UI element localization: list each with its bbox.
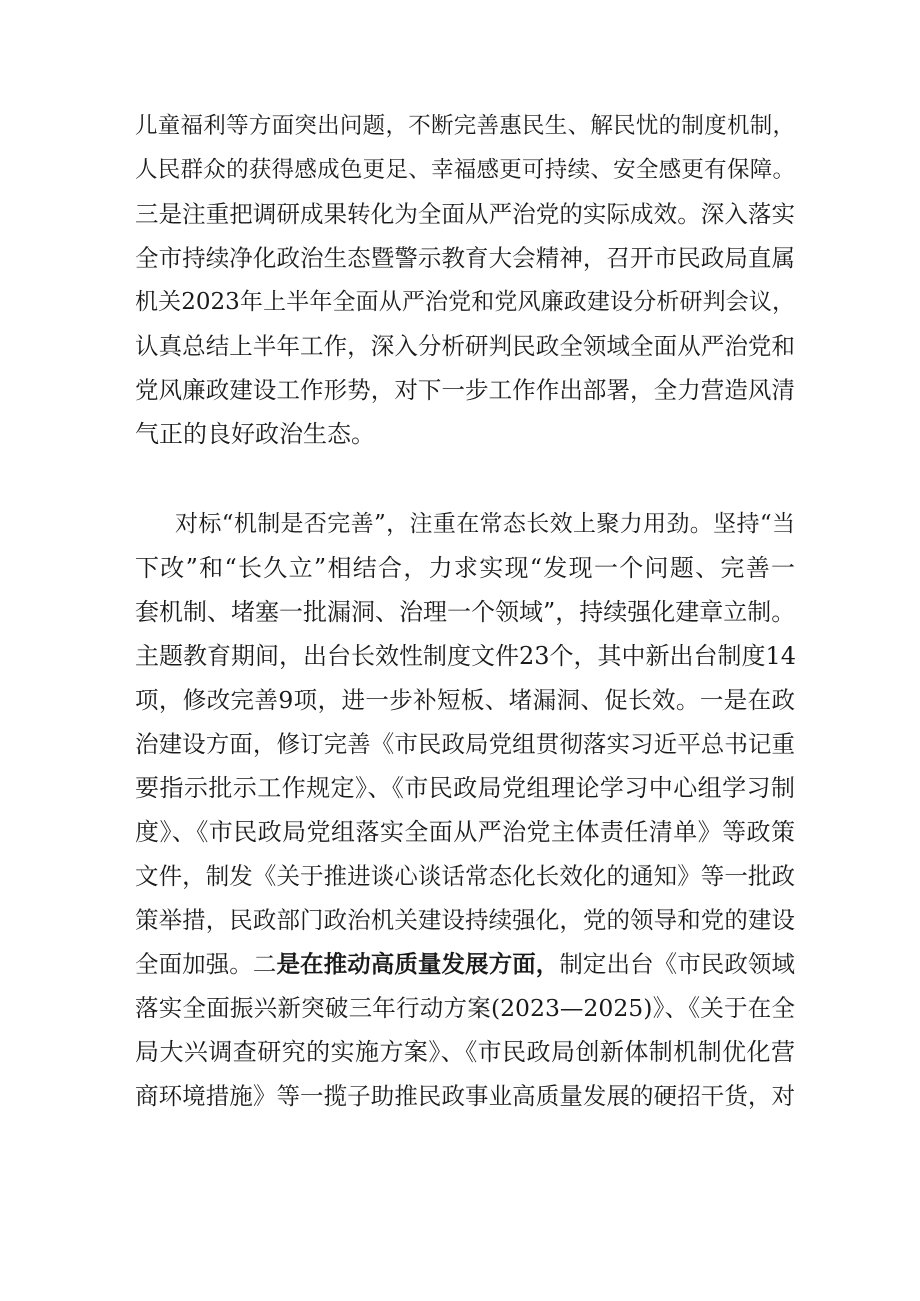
paragraph-1-line-6: 认真总结上半年工作，深入分析研判民政全领域全面从严治党和 xyxy=(135,332,795,360)
paragraph-2-line-2: 下改”和“长久立”相结合，力求实现“发现一个问题、完善一 xyxy=(135,554,795,582)
paragraph-2-line-8: 度》、《市民政局党组落实全面从严治党主体责任清单》等政策 xyxy=(135,818,795,846)
paragraph-1-line-7: 党风廉政建设工作形势，对下一步工作作出部署，全力营造风清 xyxy=(135,376,795,404)
line-11-bold-text: 是在推动高质量发展方面， xyxy=(276,950,560,978)
paragraph-1-line-3: 三是注重把调研成果转化为全面从严治党的实际成效。深入落实 xyxy=(135,200,795,228)
paragraph-1-line-1: 儿童福利等方面突出问题，不断完善惠民生、解民忧的制度机制， xyxy=(135,113,795,139)
line-11-text-start: 全面加强。二 xyxy=(135,950,277,978)
paragraph-1-line-2: 人民群众的获得感成色更足、幸福感更可持续、安全感更有保障。 xyxy=(135,157,795,183)
paragraph-2-line-12: 落实全面振兴新突破三年行动方案(2023—2025)》、《关于在全 xyxy=(135,994,795,1022)
paragraph-2-line-3: 套机制、堵塞一批漏洞、治理一个领域”，持续强化建章立制。 xyxy=(135,598,796,626)
line-11-text-end: 制定出台《市民政领域 xyxy=(559,950,796,978)
paragraph-1-line-8: 气正的良好政治生态。 xyxy=(135,420,375,448)
paragraph-2-line-9: 文件，制发《关于推进谈心谈话常态化长效化的通知》等一批政 xyxy=(135,862,795,890)
paragraph-2-line-10: 策举措，民政部门政治机关建设持续强化，党的领导和党的建设 xyxy=(135,906,795,934)
paragraph-1-line-4: 全市持续净化政治生态暨警示教育大会精神，召开市民政局直属 xyxy=(135,244,795,272)
paragraph-2-line-5: 项，修改完善9项，进一步补短板、堵漏洞、促长效。一是在政 xyxy=(135,686,795,714)
paragraph-2-line-6: 治建设方面，修订完善《市民政局党组贯彻落实习近平总书记重 xyxy=(135,730,795,758)
paragraph-2-line-7: 要指示批示工作规定》、《市民政局党组理论学习中心组学习制 xyxy=(135,774,795,802)
paragraph-2-line-14: 商环境措施》等一揽子助推民政事业高质量发展的硬招干货，对 xyxy=(135,1082,795,1110)
paragraph-2-line-13: 局大兴调查研究的实施方案》、《市民政局创新体制机制优化营 xyxy=(135,1038,795,1066)
paragraph-2-line-1: 对标“机制是否完善”，注重在常态长效上聚力用劲。坚持“当 xyxy=(175,511,795,537)
paragraph-2-line-4: 主题教育期间，出台长效性制度文件23个，其中新出台制度14 xyxy=(135,642,797,670)
paragraph-2-line-11 xyxy=(135,944,795,984)
paragraph-1-line-5: 机关2023年上半年全面从严治党和党风廉政建设分析研判会议， xyxy=(135,289,795,315)
